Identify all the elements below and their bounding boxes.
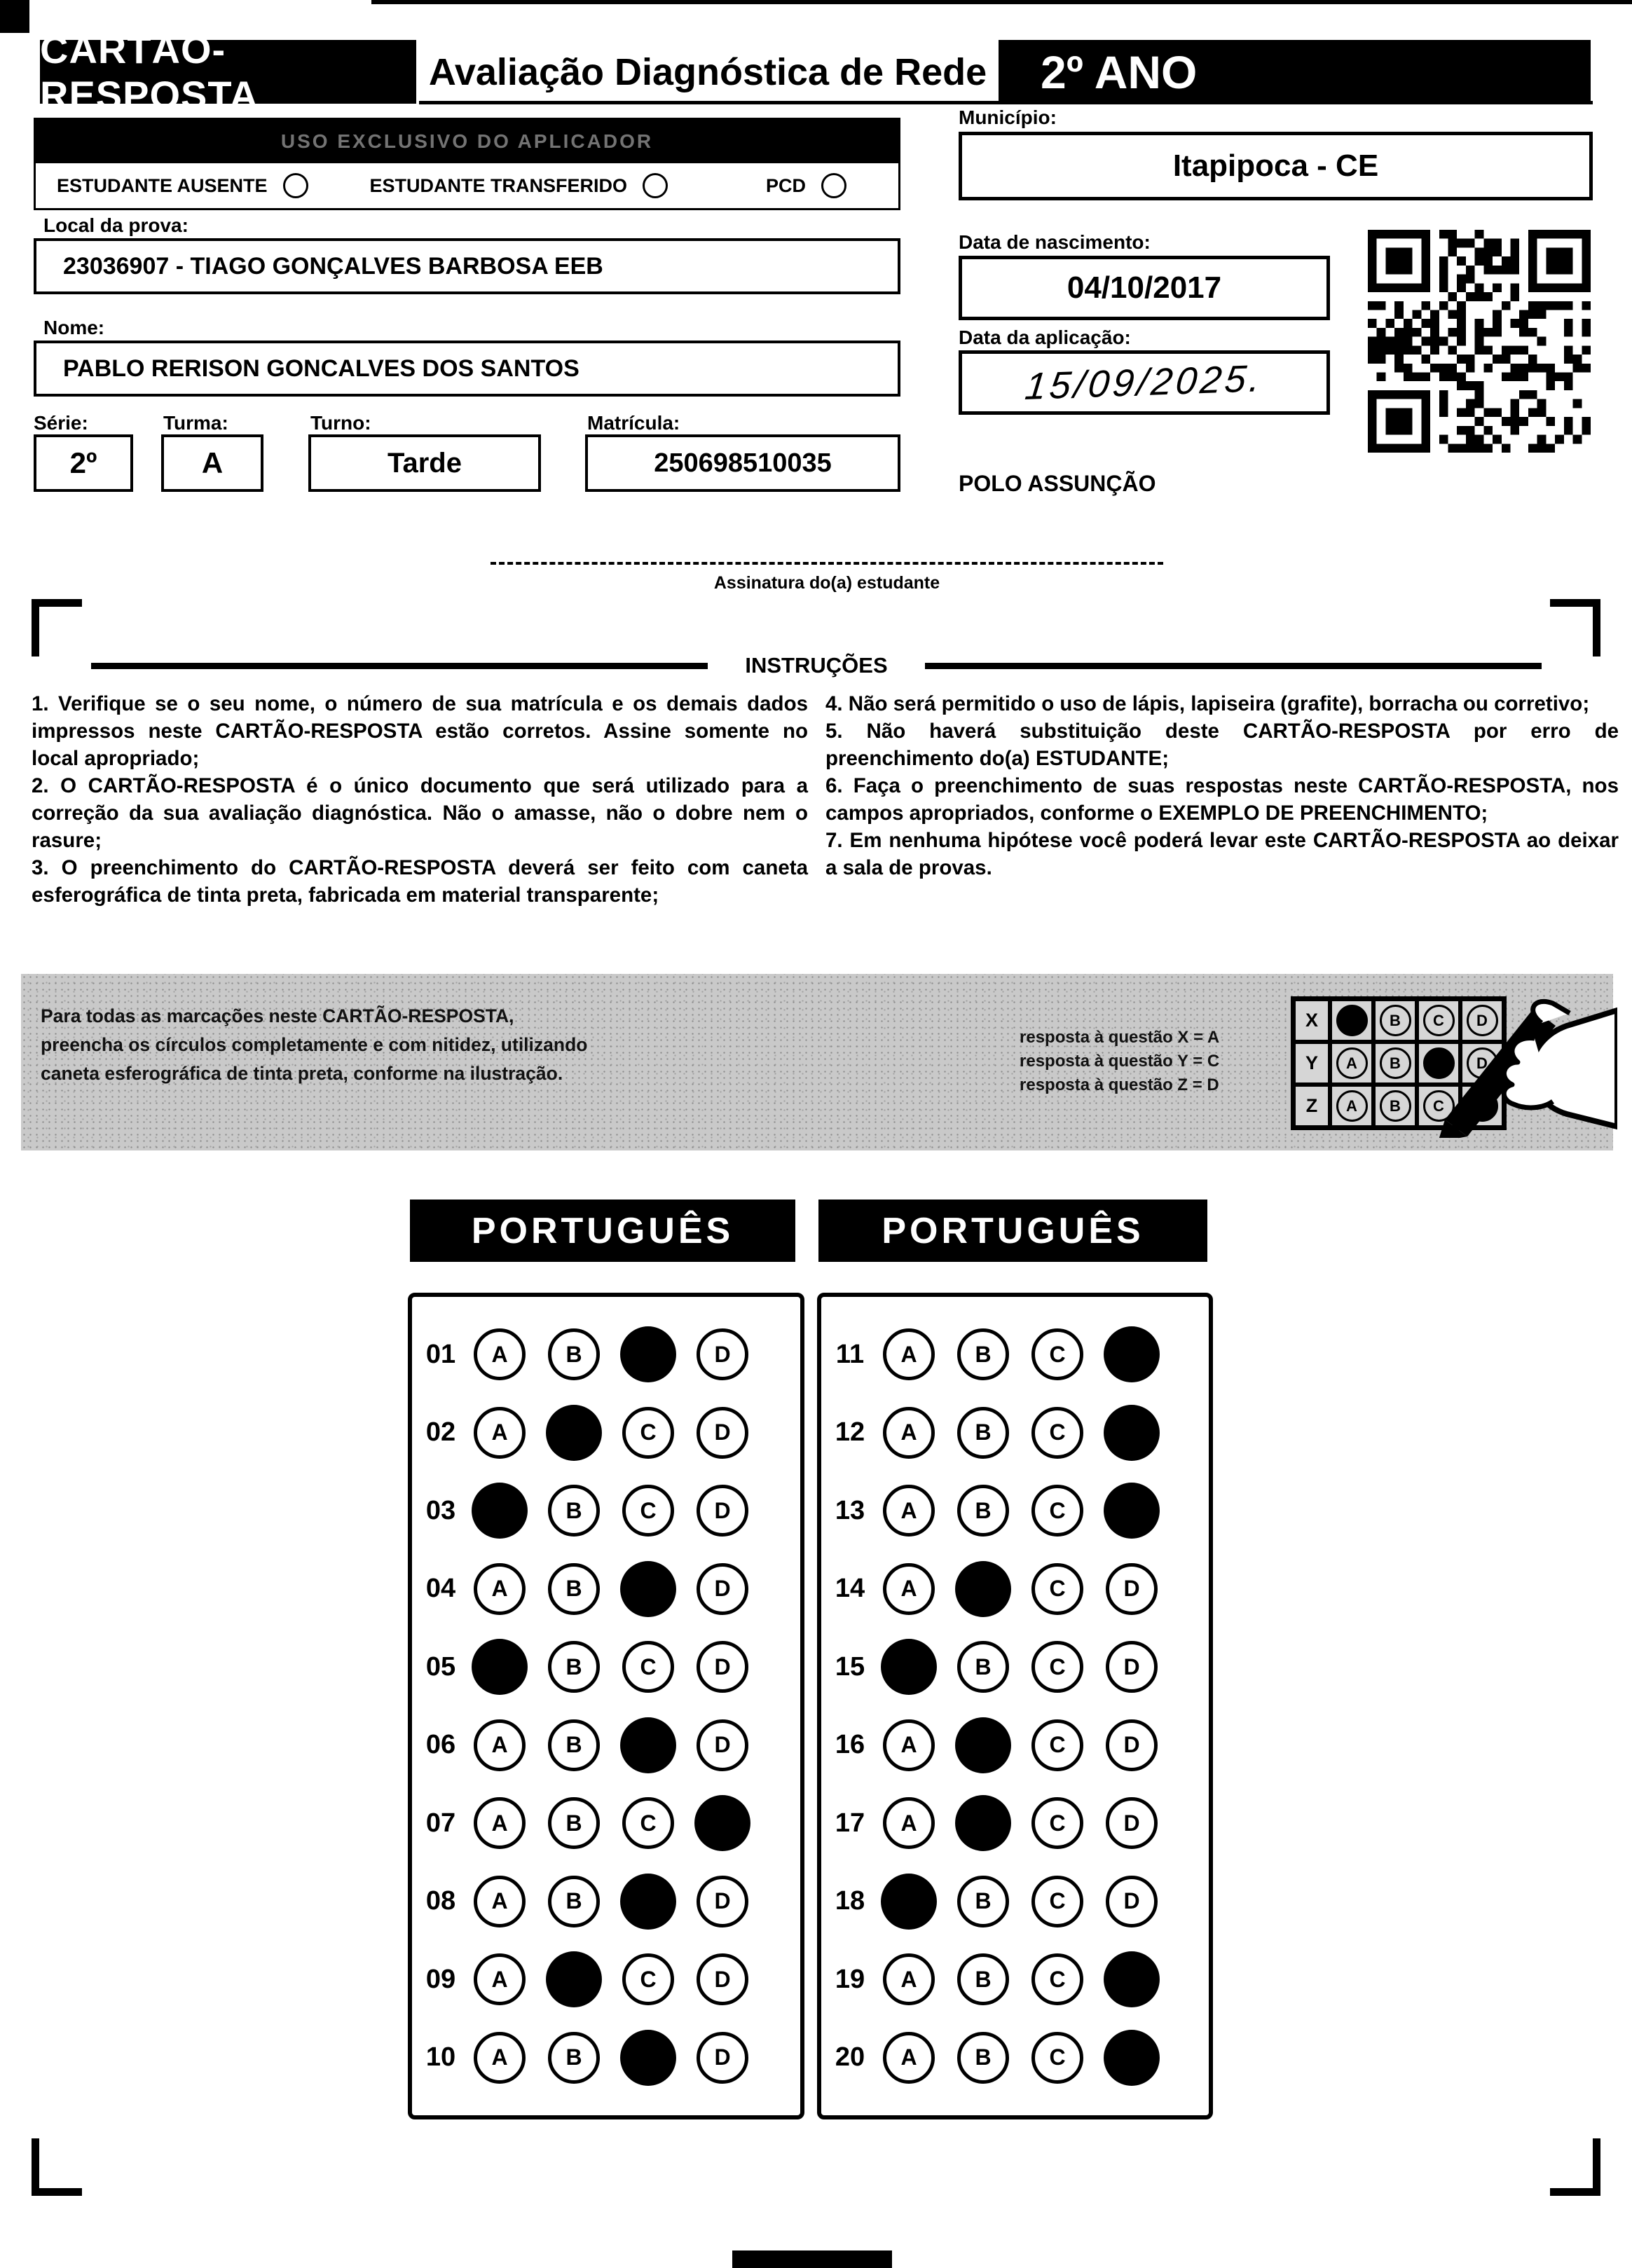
question-number: 11 xyxy=(835,1339,865,1369)
question-number: 06 xyxy=(425,1730,456,1760)
answer-bubble-C[interactable]: C xyxy=(622,1797,674,1849)
data-aplicacao-handwritten-value: 15/09/2025. xyxy=(1022,357,1266,408)
applicator-bar xyxy=(36,120,898,163)
answer-bubble-A[interactable] xyxy=(881,1874,937,1930)
question-row xyxy=(828,1407,1209,1459)
answer-bubble-A[interactable]: A xyxy=(474,1797,526,1849)
answer-bubble-A[interactable]: A xyxy=(883,1563,935,1615)
example-option-cell xyxy=(1373,1085,1417,1127)
serie-value: 2º xyxy=(69,446,97,479)
answer-bubble-C[interactable]: C xyxy=(1031,1953,1083,2005)
question-row xyxy=(419,2032,800,2084)
answer-bubble-C[interactable]: C xyxy=(1031,1719,1083,1771)
question-row xyxy=(419,1407,800,1459)
polo-label: POLO ASSUNÇÃO xyxy=(959,471,1156,496)
question-row xyxy=(419,1797,800,1849)
example-row-label: Y xyxy=(1294,1042,1330,1085)
scan-edge-line xyxy=(371,0,1632,4)
question-number: 08 xyxy=(425,1886,456,1916)
question-number: 17 xyxy=(835,1808,865,1838)
answer-bubble-C[interactable]: C xyxy=(622,1953,674,2005)
instructions-title: INSTRUÇÕES xyxy=(745,653,888,678)
answer-bubble-C[interactable]: C xyxy=(1031,1407,1083,1459)
answer-bubble-A[interactable]: A xyxy=(883,1953,935,2005)
answer-bubble-A[interactable]: A xyxy=(883,1328,935,1380)
answer-bubble-D[interactable]: D xyxy=(697,1328,748,1380)
instructions-rule-left xyxy=(91,663,708,669)
turno-label: Turno: xyxy=(310,412,371,434)
status-option-bubble[interactable] xyxy=(643,173,668,198)
answer-bubble-A[interactable]: A xyxy=(883,1719,935,1771)
question-number: 01 xyxy=(425,1339,456,1369)
municipio-label: Município: xyxy=(959,106,1057,128)
registration-mark-top-left xyxy=(32,599,82,657)
answer-bubble-C[interactable]: C xyxy=(1031,1563,1083,1615)
applicator-section xyxy=(34,118,900,210)
answer-bubble-B[interactable] xyxy=(955,1717,1011,1773)
answer-bubble-D[interactable]: D xyxy=(697,1953,748,2005)
example-option-cell xyxy=(1373,1042,1417,1085)
question-row xyxy=(828,1328,1209,1380)
local-da-prova-field xyxy=(34,238,900,294)
answer-bubble-A[interactable] xyxy=(472,1639,528,1695)
turma-value: A xyxy=(201,446,224,479)
example-bubble-C: C xyxy=(1423,1090,1455,1122)
answer-bubble-C[interactable]: C xyxy=(622,1485,674,1537)
example-bubble-B: B xyxy=(1380,1005,1411,1036)
answer-bubble-B[interactable] xyxy=(955,1795,1011,1851)
serie-label: Série: xyxy=(34,412,88,434)
question-number: 13 xyxy=(835,1495,865,1525)
answer-bubble-B[interactable]: B xyxy=(957,2032,1009,2084)
answer-bubble-C[interactable] xyxy=(620,1326,676,1382)
answer-bubble-A[interactable]: A xyxy=(474,1953,526,2005)
question-number: 03 xyxy=(425,1495,456,1525)
answer-bubble-A[interactable] xyxy=(472,1483,528,1539)
example-bubble-B: B xyxy=(1380,1047,1411,1079)
answer-bubble-C[interactable]: C xyxy=(1031,1797,1083,1849)
answer-bubble-B[interactable]: B xyxy=(548,1797,600,1849)
answer-bubble-A[interactable]: A xyxy=(474,2032,526,2084)
subject-header xyxy=(818,1200,1207,1262)
example-bubble-C: C xyxy=(1423,1005,1455,1036)
answer-bubble-B[interactable]: B xyxy=(548,1876,600,1927)
question-row xyxy=(828,2032,1209,2084)
answer-bubble-A[interactable]: A xyxy=(883,1485,935,1537)
answer-bubble-A[interactable] xyxy=(881,1639,937,1695)
answer-bubble-A[interactable]: A xyxy=(883,2032,935,2084)
example-option-cell xyxy=(1330,1085,1373,1127)
status-option xyxy=(766,173,846,198)
question-number: 10 xyxy=(425,2042,456,2073)
grade-badge: 2º ANO xyxy=(1041,46,1198,98)
question-number: 07 xyxy=(425,1808,456,1838)
answer-bubble-B[interactable]: B xyxy=(548,2032,600,2084)
municipio-field xyxy=(959,132,1593,200)
answer-bubble-A[interactable]: A xyxy=(474,1328,526,1380)
turma-label: Turma: xyxy=(163,412,228,434)
question-number: 14 xyxy=(835,1574,865,1604)
answer-bubble-D[interactable]: D xyxy=(1106,1797,1158,1849)
instructions-column-left xyxy=(32,690,808,909)
status-row xyxy=(36,163,898,208)
answer-bubble-B[interactable]: B xyxy=(957,1328,1009,1380)
answer-bubble-C[interactable]: C xyxy=(1031,1485,1083,1537)
answer-bubble-C[interactable]: C xyxy=(622,1407,674,1459)
answer-bubble-B[interactable] xyxy=(546,1951,602,2007)
question-number: 02 xyxy=(425,1417,456,1448)
answer-bubble-D[interactable]: D xyxy=(1106,1719,1158,1771)
question-number: 20 xyxy=(835,2042,865,2073)
status-option-bubble[interactable] xyxy=(821,173,846,198)
answer-bubble-D[interactable]: D xyxy=(1106,1641,1158,1693)
instruction-item: 2. O CARTÃO-RESPOSTA é o único documento que será utilizado para a correção da sua avaliação diagnóstica. Não o amasse, não o dobre nem o rasure; xyxy=(32,774,808,852)
status-option-bubble[interactable] xyxy=(283,173,308,198)
example-bubble-A xyxy=(1336,1005,1368,1036)
example-bubble-B: B xyxy=(1380,1090,1411,1122)
municipio-value: Itapipoca - CE xyxy=(1172,149,1379,183)
question-number: 04 xyxy=(425,1574,456,1604)
example-band xyxy=(21,974,1613,1150)
question-row xyxy=(419,1953,800,2005)
answer-bubble-D[interactable]: D xyxy=(1106,1876,1158,1927)
subject-header xyxy=(410,1200,795,1262)
instruction-item: 7. Em nenhuma hipótese você poderá levar este CARTÃO-RESPOSTA ao deixar a sala de provas. xyxy=(825,829,1619,879)
status-option-label: ESTUDANTE TRANSFERIDO xyxy=(369,174,628,196)
answer-bubble-D[interactable] xyxy=(694,1795,750,1851)
answer-bubble-D[interactable]: D xyxy=(697,1876,748,1927)
example-bubble-A: A xyxy=(1336,1090,1368,1122)
nome-value: PABLO RERISON GONCALVES DOS SANTOS xyxy=(63,355,580,382)
subject-title: PORTUGUÊS xyxy=(471,1210,734,1251)
answer-bubble-D[interactable]: D xyxy=(697,2032,748,2084)
question-row xyxy=(828,1797,1209,1849)
example-legend-line: resposta à questão X = A xyxy=(1020,1028,1220,1047)
serie-field xyxy=(34,434,133,492)
answer-bubble-D[interactable]: D xyxy=(697,1641,748,1693)
question-row xyxy=(828,1876,1209,1927)
answer-bubble-D[interactable] xyxy=(1104,1405,1160,1461)
form-title: CARTÃO-RESPOSTA xyxy=(40,27,259,117)
example-row-label: X xyxy=(1294,999,1330,1042)
applicator-bar-label: USO EXCLUSIVO DO APLICADOR xyxy=(280,130,654,152)
answer-bubble-B[interactable]: B xyxy=(548,1328,600,1380)
data-aplicacao-field[interactable] xyxy=(959,350,1330,415)
registration-mark-bottom-left xyxy=(32,2138,82,2196)
local-da-prova-value: 23036907 - TIAGO GONÇALVES BARBOSA EEB xyxy=(63,252,603,280)
example-legend xyxy=(1020,1026,1279,1097)
question-row xyxy=(419,1876,800,1927)
answer-grid-left xyxy=(408,1293,804,2119)
answer-bubble-D[interactable] xyxy=(1104,1951,1160,2007)
example-instruction-text: Para todas as marcações neste CARTÃO-RESPOSTA, preencha os círculos completamente e com nitidez, utilizando caneta esferográfica de tinta preta, conforme na ilustração. xyxy=(41,1005,588,1084)
question-row xyxy=(419,1328,800,1380)
question-row xyxy=(419,1719,800,1771)
form-subtitle-box xyxy=(420,40,995,104)
answer-bubble-B[interactable]: B xyxy=(957,1876,1009,1927)
question-number: 05 xyxy=(425,1651,456,1682)
question-row xyxy=(828,1485,1209,1537)
bottom-timing-bar xyxy=(732,2250,892,2268)
question-number: 12 xyxy=(835,1417,865,1448)
data-aplicacao-label: Data da aplicação: xyxy=(959,327,1131,348)
form-title-box xyxy=(40,27,416,117)
answer-bubble-A[interactable]: A xyxy=(474,1876,526,1927)
question-row xyxy=(828,1953,1209,2005)
question-number: 18 xyxy=(835,1886,865,1916)
form-subtitle: Avaliação Diagnóstica de Rede xyxy=(428,50,987,93)
answer-bubble-C[interactable] xyxy=(620,1874,676,1930)
instruction-item: 6. Faça o preenchimento de suas respostas neste CARTÃO-RESPOSTA, nos campos apropriados, conforme o EXEMPLO DE PREENCHIMENTO; xyxy=(825,774,1619,825)
question-number: 19 xyxy=(835,1964,865,1994)
instruction-item: 5. Não haverá substituição deste CARTÃO-RESPOSTA por erro de preenchimento do(a) ESTUDANTE; xyxy=(825,720,1619,770)
answer-bubble-C[interactable] xyxy=(620,2030,676,2086)
answer-bubble-D[interactable]: D xyxy=(697,1719,748,1771)
answer-bubble-A[interactable]: A xyxy=(474,1719,526,1771)
answer-bubble-D[interactable]: D xyxy=(697,1485,748,1537)
example-legend-line: resposta à questão Y = C xyxy=(1020,1052,1220,1071)
example-row-label: Z xyxy=(1294,1085,1330,1127)
matricula-label: Matrícula: xyxy=(587,412,680,434)
turma-field xyxy=(161,434,263,492)
answer-grid-right xyxy=(817,1293,1213,2119)
data-nascimento-label: Data de nascimento: xyxy=(959,231,1151,253)
question-row xyxy=(828,1563,1209,1615)
registration-mark-top-right xyxy=(1550,599,1600,657)
question-number: 09 xyxy=(425,1964,456,1994)
answer-bubble-C[interactable]: C xyxy=(1031,1641,1083,1693)
question-row xyxy=(828,1641,1209,1693)
instruction-item: 3. O preenchimento do CARTÃO-RESPOSTA deverá ser feito com caneta esferográfica de tinta preta, fabricada em material transparente; xyxy=(32,856,808,907)
answer-bubble-A[interactable]: A xyxy=(474,1563,526,1615)
answer-bubble-D[interactable]: D xyxy=(697,1407,748,1459)
instructions-rule-right xyxy=(925,663,1542,669)
answer-bubble-A[interactable]: A xyxy=(883,1407,935,1459)
status-option-label: PCD xyxy=(766,174,807,196)
answer-bubble-B[interactable]: B xyxy=(957,1485,1009,1537)
example-bubble-D: D xyxy=(1467,1005,1498,1036)
answer-bubble-B[interactable]: B xyxy=(548,1641,600,1693)
status-option xyxy=(57,173,308,198)
signature-label: Assinatura do(a) estudante xyxy=(713,573,940,593)
answer-bubble-D[interactable] xyxy=(1104,1326,1160,1382)
answer-bubble-B[interactable]: B xyxy=(548,1719,600,1771)
answer-bubble-B[interactable] xyxy=(955,1561,1011,1617)
scan-edge-mark xyxy=(0,0,29,33)
local-da-prova-label: Local da prova: xyxy=(43,214,188,236)
answer-bubble-C[interactable]: C xyxy=(1031,1876,1083,1927)
data-nascimento-value: 04/10/2017 xyxy=(1067,270,1222,305)
subject-title: PORTUGUÊS xyxy=(882,1210,1144,1251)
answer-bubble-D[interactable] xyxy=(1104,2030,1160,2086)
answer-bubble-B[interactable]: B xyxy=(548,1563,600,1615)
answer-bubble-D[interactable] xyxy=(1104,1483,1160,1539)
example-bubble-D: D xyxy=(1467,1047,1498,1079)
instruction-item: 4. Não será permitido o uso de lápis, lapiseira (grafite), borracha ou corretivo; xyxy=(825,692,1590,715)
example-bubble-A: A xyxy=(1336,1047,1368,1079)
example-legend-line: resposta à questão Z = D xyxy=(1020,1075,1219,1094)
answer-bubble-A[interactable]: A xyxy=(474,1407,526,1459)
answer-bubble-D[interactable]: D xyxy=(697,1563,748,1615)
answer-bubble-B[interactable]: B xyxy=(957,1953,1009,2005)
answer-bubble-C[interactable]: C xyxy=(622,1641,674,1693)
example-option-cell xyxy=(1373,999,1417,1042)
question-row xyxy=(419,1485,800,1537)
answer-bubble-A[interactable]: A xyxy=(883,1797,935,1849)
turno-field xyxy=(308,434,541,492)
matricula-field xyxy=(585,434,900,492)
grade-badge-box xyxy=(999,40,1591,104)
status-option-label: ESTUDANTE AUSENTE xyxy=(57,174,268,196)
question-number: 16 xyxy=(835,1730,865,1760)
answer-bubble-C[interactable] xyxy=(620,1561,676,1617)
question-number: 15 xyxy=(835,1651,865,1682)
answer-bubble-B[interactable]: B xyxy=(957,1407,1009,1459)
nome-label: Nome: xyxy=(43,317,105,338)
question-row xyxy=(419,1641,800,1693)
registration-mark-bottom-right xyxy=(1550,2138,1600,2196)
data-nascimento-field xyxy=(959,256,1330,320)
nome-field xyxy=(34,341,900,397)
answer-bubble-D[interactable]: D xyxy=(1106,1563,1158,1615)
question-row xyxy=(419,1563,800,1615)
turno-value: Tarde xyxy=(388,447,462,479)
example-option-cell xyxy=(1330,999,1373,1042)
instructions-column-right xyxy=(825,690,1619,881)
question-row xyxy=(828,1719,1209,1771)
answer-bubble-C[interactable]: C xyxy=(1031,2032,1083,2084)
answer-bubble-B[interactable] xyxy=(546,1405,602,1461)
qr-code xyxy=(1366,230,1592,453)
hand-pen-illustration xyxy=(1429,989,1617,1138)
example-option-cell xyxy=(1330,1042,1373,1085)
answer-bubble-C[interactable]: C xyxy=(1031,1328,1083,1380)
status-option xyxy=(370,173,668,198)
answer-bubble-C[interactable] xyxy=(620,1717,676,1773)
matricula-value: 250698510035 xyxy=(654,448,832,478)
instruction-item: 1. Verifique se o seu nome, o número de sua matrícula e os demais dados impressos neste CARTÃO-RESPOSTA estão corretos. Assine somente no local apropriado; xyxy=(32,692,808,770)
answer-bubble-B[interactable]: B xyxy=(957,1641,1009,1693)
answer-bubble-B[interactable]: B xyxy=(548,1485,600,1537)
signature-line[interactable] xyxy=(491,562,1163,565)
